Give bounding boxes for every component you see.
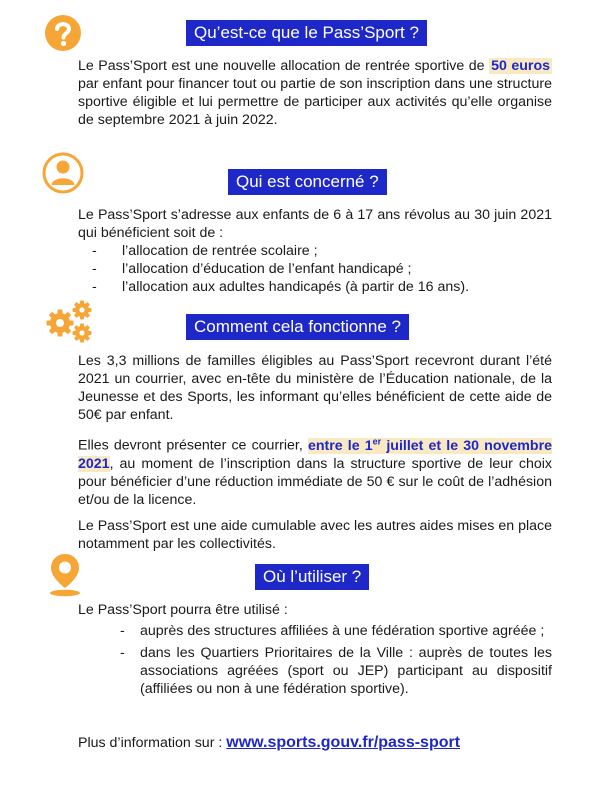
eligibility-list	[78, 242, 552, 296]
question-icon	[44, 14, 82, 52]
pass-sport-link[interactable]: www.sports.gouv.fr/pass-sport	[226, 734, 461, 751]
section-paragraph: Le Pass’Sport s’adresse aux enfants de 6 à 17 ans révolus au 30 juin 2021 qui bénéficient soit de :	[78, 207, 552, 241]
section-paragraph: Elles devront présenter ce courrier, entre le 1er juillet et le 30 novembre 2021, au moment de l’inscription dans la structure sportive de leur choix pour bénéficier d’une réduction immédiate de 50 € sur le coût de l’adhésion et/ou de la licence.	[78, 436, 552, 508]
date-highlight: entre le 1er juillet et le 30 novembre 2021	[78, 436, 552, 472]
amount-highlight: 50 euros	[491, 58, 551, 74]
list-item: - l’allocation aux adultes handicapés (à partir de 16 ans).	[78, 278, 552, 296]
section-paragraph: Le Pass’Sport pourra être utilisé :	[78, 602, 288, 618]
footer	[78, 734, 460, 752]
list-item: - dans les Quartiers Prioritaires de la Ville : auprès de toutes les associations agréées (sport ou JEP) participant au dispositif (affiliées ou non à une fédération sportive).	[78, 644, 552, 698]
list-item: - auprès des structures affiliées à une fédération sportive agréée ;	[78, 622, 552, 640]
section-paragraph: Les 3,3 millions de familles éligibles au Pass’Sport recevront durant l’été 2021 un courrier, avec en-tête du ministère de l’Éducation nationale, de la Jeunesse et des Sports, les informant qu’elles bénéficient de cette aide de 50€ par enfant.	[78, 353, 552, 423]
person-icon	[42, 152, 84, 194]
footer-label: Plus d’information sur :	[78, 735, 227, 751]
list-item: - l’allocation de rentrée scolaire ;	[78, 242, 552, 260]
gears-icon	[44, 298, 94, 344]
section-heading: Où l’utiliser ?	[255, 564, 369, 590]
list-item: - l’allocation d’éducation de l’enfant handicapé ;	[78, 260, 552, 278]
section-heading: Qui est concerné ?	[228, 169, 387, 195]
section-paragraph: Le Pass’Sport est une nouvelle allocation de rentrée sportive de 50 euros par enfant pour financer tout ou partie de son inscription dans une structure sportive éligible et lui permettre de participer aux activités qu’elle organise de septembre 2021 à juin 2022.	[78, 58, 552, 128]
section-paragraph: Le Pass’Sport est une aide cumulable avec les autres aides mises en place notamment par les collectivités.	[78, 517, 552, 552]
map-pin-icon	[48, 552, 82, 598]
section-heading: Comment cela fonctionne ?	[186, 314, 409, 340]
section-heading: Qu’est-ce que le Pass’Sport ?	[186, 20, 427, 46]
usage-list	[78, 622, 552, 698]
